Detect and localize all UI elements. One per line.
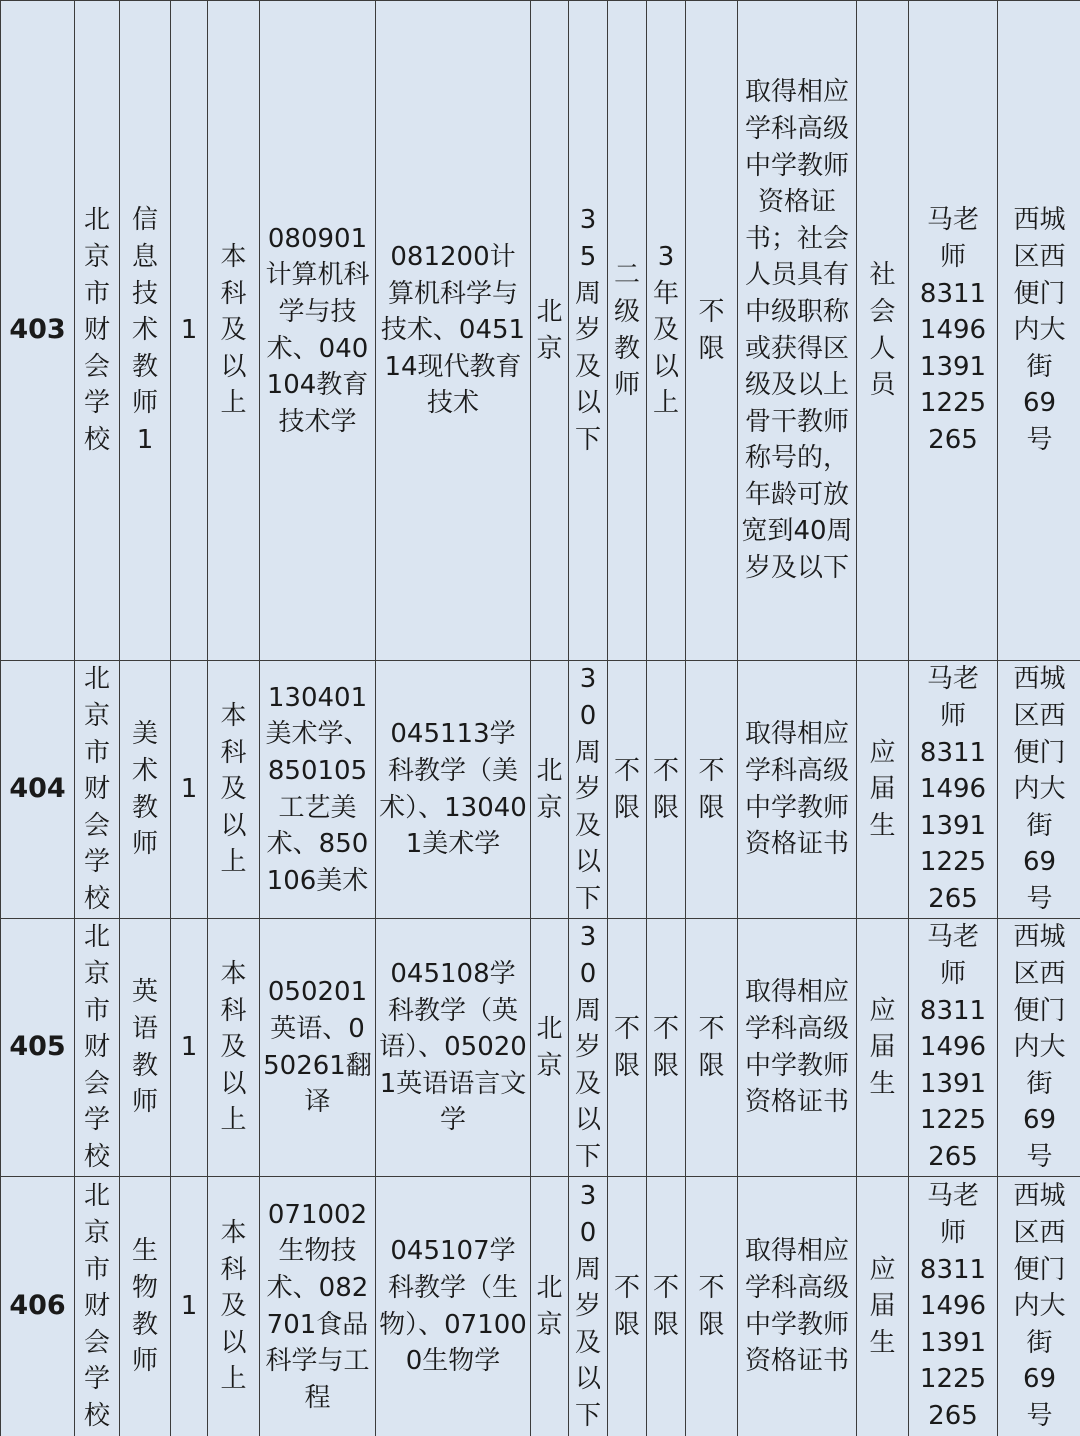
contact-line: 马老	[926, 1181, 979, 1212]
address-line: 西城	[1013, 922, 1066, 953]
contact-line: 师	[939, 701, 966, 732]
contact-line: 265	[928, 424, 978, 455]
job-code-cell	[1, 661, 75, 919]
employer-name-cell	[75, 1, 120, 661]
other-requirement: 不限	[698, 755, 725, 823]
professional-title-requirement: 不限	[613, 755, 640, 823]
candidate-type-cell	[857, 919, 909, 1177]
employer-name-cell	[75, 919, 120, 1177]
other-requirement-cell	[686, 1177, 738, 1436]
contact-line: 马老	[926, 664, 979, 695]
address-line: 号	[1026, 424, 1053, 455]
headcount-cell	[171, 919, 208, 1177]
position-name-cell	[120, 661, 171, 919]
age-requirement: 30周岁及以下	[574, 922, 601, 1172]
contact-line: 1225	[919, 1364, 987, 1395]
contact-line: 师	[939, 959, 966, 990]
contact-line: 8311	[919, 995, 987, 1026]
headcount: 1	[180, 1032, 198, 1063]
professional-title-requirement-cell	[608, 661, 647, 919]
contact-line: 1391	[919, 351, 987, 382]
professional-title-requirement: 不限	[613, 1272, 640, 1340]
qualification-requirement: 取得相应学科高级中学教师资格证书	[744, 1236, 849, 1377]
professional-title-requirement-cell	[608, 1177, 647, 1436]
contact-info-cell	[909, 1177, 998, 1436]
address-line: 区西	[1013, 959, 1066, 990]
hukou-requirement-cell	[531, 919, 569, 1177]
contact-line: 师	[939, 242, 966, 273]
qualification-requirement: 取得相应学科高级中学教师资格证书	[744, 977, 849, 1118]
undergrad-major: 050201英语、050261翻译	[263, 977, 372, 1118]
address-info	[1000, 661, 1079, 917]
contact-line: 1496	[919, 1032, 987, 1063]
work-experience-requirement-cell	[647, 1177, 686, 1436]
headcount-cell	[171, 661, 208, 919]
address-line: 内大	[1013, 1032, 1066, 1063]
address-info-cell	[998, 919, 1080, 1177]
contact-line: 8311	[919, 737, 987, 768]
contact-info-cell	[909, 1, 998, 661]
address-line: 区西	[1013, 242, 1066, 273]
address-line: 街	[1026, 1068, 1053, 1099]
graduate-major: 045113学科教学（美术）、130401美术学	[379, 719, 527, 860]
work-experience-requirement: 不限	[652, 1272, 679, 1340]
address-line: 西城	[1013, 205, 1066, 236]
other-requirement: 不限	[698, 1272, 725, 1340]
address-line: 69	[1022, 847, 1057, 878]
contact-line: 1496	[919, 1291, 987, 1322]
hukou-requirement: 北京	[536, 296, 563, 364]
work-experience-requirement-cell	[647, 919, 686, 1177]
other-requirement: 不限	[698, 1013, 725, 1081]
employer-name: 北京市财会学校	[83, 664, 110, 914]
hukou-requirement: 北京	[536, 1013, 563, 1081]
work-experience-requirement: 不限	[652, 1013, 679, 1081]
contact-line: 8311	[919, 278, 987, 309]
address-line: 区西	[1013, 701, 1066, 732]
education-requirement: 本科及以上	[220, 959, 247, 1136]
graduate-major-cell	[376, 1177, 531, 1436]
address-info-cell	[998, 661, 1080, 919]
age-requirement: 35周岁及以下	[574, 205, 601, 455]
position-name: 美术教师	[131, 719, 158, 860]
graduate-major: 045107学科教学（生物）、071000生物学	[379, 1236, 527, 1377]
graduate-major-cell	[376, 661, 531, 919]
address-line: 西城	[1013, 1181, 1066, 1212]
age-requirement-cell	[569, 661, 608, 919]
education-requirement: 本科及以上	[220, 1218, 247, 1395]
graduate-major: 081200计算机科学与技术、045114现代教育技术	[380, 242, 526, 419]
hukou-requirement: 北京	[536, 1272, 563, 1340]
contact-line: 1391	[919, 1327, 987, 1358]
professional-title-requirement: 不限	[613, 1013, 640, 1081]
candidate-type: 应届生	[869, 1254, 896, 1358]
age-requirement: 30周岁及以下	[574, 1181, 601, 1431]
address-line: 号	[1026, 883, 1053, 914]
address-line: 69	[1022, 1105, 1057, 1136]
job-code-cell	[1, 1, 75, 661]
employer-name: 北京市财会学校	[83, 922, 110, 1172]
address-line: 便门	[1013, 995, 1066, 1026]
contact-line: 265	[928, 1400, 978, 1431]
other-requirement-cell	[686, 661, 738, 919]
address-line: 内大	[1013, 1291, 1066, 1322]
table-row	[1, 1177, 1080, 1436]
job-code-cell	[1, 919, 75, 1177]
position-name: 英语教师	[131, 977, 158, 1118]
undergrad-major-cell	[260, 661, 376, 919]
candidate-type-cell	[857, 1177, 909, 1436]
undergrad-major: 080901计算机科学与技术、040104教育技术学	[265, 223, 370, 437]
contact-line: 1496	[919, 774, 987, 805]
work-experience-requirement-cell	[647, 661, 686, 919]
contact-info	[911, 661, 995, 917]
other-requirement: 不限	[698, 296, 725, 364]
address-line: 西城	[1013, 664, 1066, 695]
undergrad-major: 071002生物技术、082701食品科学与工程	[265, 1199, 370, 1413]
qualification-requirement-cell	[738, 1177, 857, 1436]
contact-line: 1225	[919, 847, 987, 878]
work-experience-requirement: 不限	[652, 755, 679, 823]
education-requirement-cell	[208, 1, 260, 661]
address-line: 街	[1026, 1327, 1053, 1358]
contact-line: 1391	[919, 810, 987, 841]
position-name: 信息技术教师1	[131, 205, 158, 455]
position-name-cell	[120, 919, 171, 1177]
other-requirement-cell	[686, 919, 738, 1177]
contact-line: 265	[928, 883, 978, 914]
age-requirement-cell	[569, 1, 608, 661]
job-code: 405	[9, 1031, 66, 1063]
address-info	[1000, 1178, 1079, 1434]
candidate-type: 应届生	[869, 995, 896, 1099]
candidate-type-cell	[857, 661, 909, 919]
headcount: 1	[180, 1291, 198, 1322]
headcount-cell	[171, 1, 208, 661]
contact-info-cell	[909, 661, 998, 919]
headcount: 1	[180, 315, 198, 346]
address-line: 便门	[1013, 737, 1066, 768]
job-code-cell	[1, 1177, 75, 1436]
headcount-cell	[171, 1177, 208, 1436]
job-code: 403	[9, 314, 66, 346]
employer-name: 北京市财会学校	[83, 205, 110, 455]
address-line: 号	[1026, 1141, 1053, 1172]
address-line: 69	[1022, 1364, 1057, 1395]
work-experience-requirement: 3年及以上	[652, 242, 679, 419]
address-info-cell	[998, 1177, 1080, 1436]
hukou-requirement-cell	[531, 661, 569, 919]
table-row	[1, 1, 1080, 661]
qualification-requirement-cell	[738, 1, 857, 661]
address-line: 号	[1026, 1400, 1053, 1431]
address-info	[1000, 202, 1079, 458]
candidate-type: 应届生	[869, 737, 896, 841]
education-requirement: 本科及以上	[220, 701, 247, 878]
age-requirement: 30周岁及以下	[574, 664, 601, 914]
employer-name: 北京市财会学校	[83, 1181, 110, 1431]
professional-title-requirement-cell	[608, 1, 647, 661]
education-requirement-cell	[208, 919, 260, 1177]
education-requirement-cell	[208, 1177, 260, 1436]
address-line: 69	[1022, 388, 1057, 419]
job-code: 404	[9, 773, 66, 805]
table-row	[1, 919, 1080, 1177]
employer-name-cell	[75, 661, 120, 919]
undergrad-major-cell	[260, 1177, 376, 1436]
qualification-requirement-cell	[738, 661, 857, 919]
position-name: 生物教师	[131, 1236, 158, 1377]
employer-name-cell	[75, 1177, 120, 1436]
address-line: 街	[1026, 351, 1053, 382]
age-requirement-cell	[569, 919, 608, 1177]
headcount: 1	[180, 774, 198, 805]
address-line: 内大	[1013, 315, 1066, 346]
contact-info-cell	[909, 919, 998, 1177]
contact-line: 1391	[919, 1068, 987, 1099]
professional-title-requirement: 二级教师	[613, 260, 640, 401]
age-requirement-cell	[569, 1177, 608, 1436]
candidate-type: 社会人员	[869, 260, 896, 401]
job-code: 406	[9, 1290, 66, 1322]
position-name-cell	[120, 1, 171, 661]
address-line: 内大	[1013, 774, 1066, 805]
hukou-requirement: 北京	[536, 755, 563, 823]
address-line: 街	[1026, 810, 1053, 841]
other-requirement-cell	[686, 1, 738, 661]
address-line: 区西	[1013, 1218, 1066, 1249]
hukou-requirement-cell	[531, 1, 569, 661]
address-line: 便门	[1013, 278, 1066, 309]
contact-line: 马老	[926, 205, 979, 236]
qualification-requirement-cell	[738, 919, 857, 1177]
table-body	[1, 1, 1080, 1436]
contact-line: 1225	[919, 388, 987, 419]
address-info	[1000, 919, 1079, 1175]
undergrad-major-cell	[260, 1, 376, 661]
education-requirement-cell	[208, 661, 260, 919]
undergrad-major-cell	[260, 919, 376, 1177]
undergrad-major: 130401美术学、850105工艺美术、850106美术	[265, 682, 370, 896]
graduate-major-cell	[376, 1, 531, 661]
professional-title-requirement-cell	[608, 919, 647, 1177]
contact-line: 8311	[919, 1254, 987, 1285]
work-experience-requirement-cell	[647, 1, 686, 661]
contact-line: 265	[928, 1141, 978, 1172]
contact-line: 1225	[919, 1105, 987, 1136]
candidate-type-cell	[857, 1, 909, 661]
graduate-major-cell	[376, 919, 531, 1177]
contact-line: 1496	[919, 315, 987, 346]
contact-info	[911, 202, 995, 458]
hukou-requirement-cell	[531, 1177, 569, 1436]
contact-info	[911, 919, 995, 1175]
contact-info	[911, 1178, 995, 1434]
contact-line: 马老	[926, 922, 979, 953]
table-row	[1, 661, 1080, 919]
graduate-major: 045108学科教学（英语）、050201英语语言文学	[379, 959, 527, 1136]
address-line: 便门	[1013, 1254, 1066, 1285]
qualification-requirement: 取得相应学科高级中学教师资格证书；社会人员具有中级职称或获得区级及以上骨干教师称号的，年龄可放宽到40周岁及以下	[741, 77, 853, 584]
contact-line: 师	[939, 1218, 966, 1249]
address-info-cell	[998, 1, 1080, 661]
qualification-requirement: 取得相应学科高级中学教师资格证书	[744, 719, 849, 860]
education-requirement: 本科及以上	[220, 242, 247, 419]
position-name-cell	[120, 1177, 171, 1436]
